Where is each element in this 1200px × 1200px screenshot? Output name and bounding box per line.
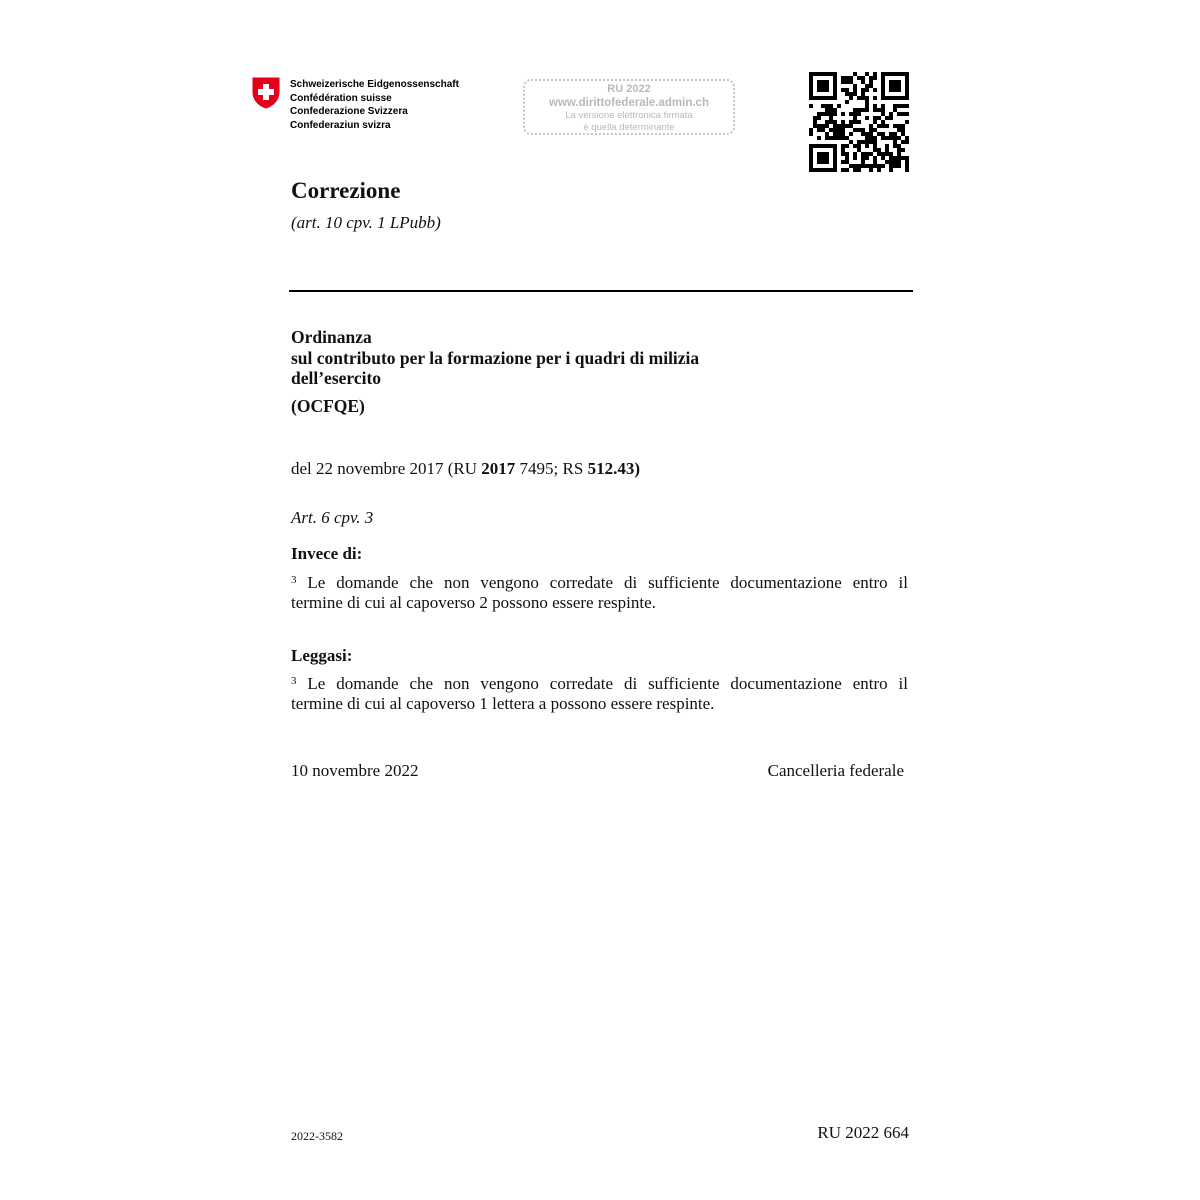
article-reference: Art. 6 cpv. 3 (291, 508, 374, 527)
read-as-line-2: termine di cui al capoverso 1 lettera a possono essere respinte. (291, 694, 715, 713)
instead-of-label: Invece di: (291, 544, 363, 563)
federation-name-de: Schweizerische Eidgenossenschaft (290, 79, 459, 90)
qr-code-icon (809, 72, 909, 172)
instead-of-line-1 (291, 573, 908, 593)
read-as-line-1 (291, 674, 908, 694)
read-as-paragraph (291, 674, 908, 714)
ordinance-title-line-3: dell’esercito (291, 368, 382, 388)
read-as-text-1: Le domande che non vengono corredate di sufficiente documentazione entro il (296, 674, 908, 693)
paragraph-number: 3 (291, 574, 297, 586)
stamp-url: www.dirittofederale.admin.ch (549, 97, 709, 109)
stamp-line-1: RU 2022 (607, 83, 651, 95)
federation-name-rm: Confederaziun svizra (290, 119, 391, 131)
document-subtitle: (art. 10 cpv. 1 LPubb) (291, 213, 441, 232)
horizontal-rule (289, 290, 913, 292)
stamp-line-4: è quella determinante (583, 121, 675, 133)
reference-rs-number: 512.43) (587, 459, 640, 478)
instead-of-paragraph (291, 573, 908, 613)
federation-name-fr: Confédération suisse (290, 92, 392, 104)
document-title: Correzione (291, 178, 401, 203)
reference-line (291, 459, 640, 479)
federation-names (290, 78, 459, 132)
instead-of-text-1: Le domande che non vengono corredate di sufficiente documentazione entro il (296, 573, 908, 592)
reference-prefix: del 22 novembre 2017 (RU (291, 459, 482, 478)
instead-of-line-2: termine di cui al capoverso 2 possono essere respinte. (291, 593, 656, 612)
swiss-coat-of-arms-icon (251, 76, 281, 110)
closing-organization: Cancelleria federale (767, 761, 904, 780)
stamp-line-3: La versione elettronica firmata (565, 110, 693, 121)
ordinance-title (291, 327, 699, 389)
footer-document-id: 2022-3582 (291, 1129, 343, 1143)
reference-ru-year: 2017 (481, 459, 516, 478)
footer-page-reference: RU 2022 664 (817, 1123, 909, 1142)
electronic-version-stamp (523, 79, 735, 135)
federation-name-it: Confederazione Svizzera (290, 106, 408, 117)
closing-date: 10 novembre 2022 (291, 761, 419, 780)
read-as-label: Leggasi: (291, 646, 353, 665)
ordinance-abbreviation: (OCFQE) (291, 396, 365, 416)
reference-mid: 7495; RS (515, 459, 588, 478)
ordinance-title-line-2: sul contributo per la formazione per i quadri di milizia (291, 347, 700, 368)
paragraph-number: 3 (291, 675, 297, 687)
ordinance-title-line-1: Ordinanza (291, 327, 372, 347)
